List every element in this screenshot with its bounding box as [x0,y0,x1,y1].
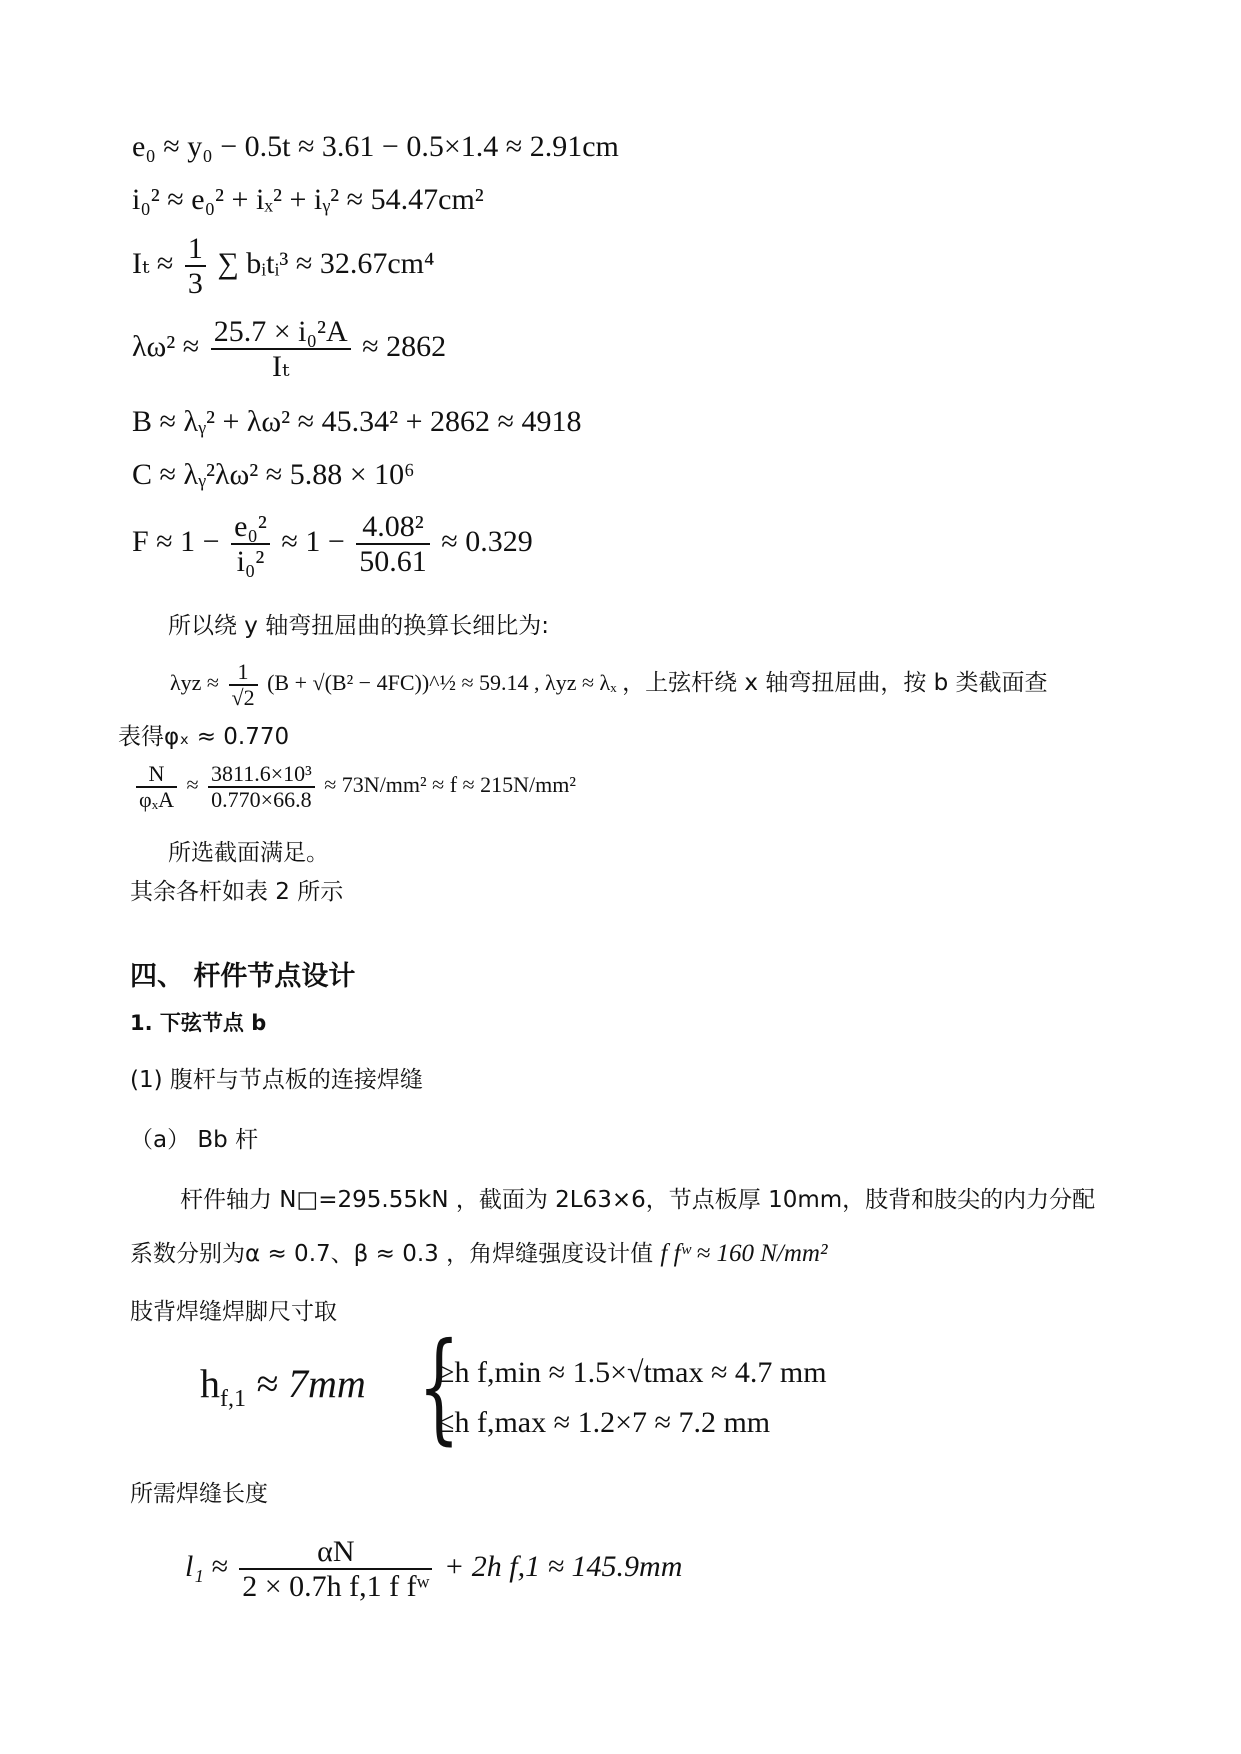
formula-hf-line-1: ≥h f,min ≈ 1.5×√tmax ≈ 4.7 mm [438,1356,827,1389]
text-paragraph-9: 肢背焊缝焊脚尺寸取 [130,1299,337,1325]
formula-b: B ≈ λᵧ² + λω² ≈ 45.34² + 2862 ≈ 4918 [132,405,582,438]
formula-it-lhs: Iₜ ≈ [132,246,174,280]
formula-f [132,510,533,578]
text-paragraph-7: 杆件轴力 N□=295.55kN ，截面为 2L63×6，节点板厚 10mm，肢背和肢尖的内力分配 [180,1187,1096,1213]
fraction-denominator: 3 [187,267,203,300]
text-paragraph-1b: ，上弦杆绕 x 轴弯扭屈曲，按 b 类截面查 [622,670,1048,697]
formula-f-mid: ≈ 1 − [281,524,345,558]
formula-stress: $\frac{N}{\text{φₓA}}$ ≈ $\frac{\text{3811.6×10³}}{0.770\times 66.8}$ ≈ 73N/mm² ≈ f ≈ 215N/mm² [132,762,576,812]
formula-lambda-omega [132,315,446,383]
text-paragraph-10: 所需焊缝长度 [130,1481,268,1507]
formula-l1-fraction [239,1535,432,1603]
formula-stress-rhs: ≈ 73N/mm² ≈ f ≈ 215N/mm² [324,772,576,798]
text-paragraph-3: 所选截面满足。 [168,840,329,866]
formula-lambda-yz [170,660,1048,710]
formula-c: C ≈ λᵧ²λω² ≈ 5.88 × 10⁶ [132,458,415,491]
formula-l1-lhs: l₁ ≈ [185,1549,228,1583]
fraction-denominator: Iₜ [272,350,290,383]
formula-lyz-rhs: (B + √(B² − 4FC))^½ ≈ 59.14 , λyz ≈ λₓ [267,670,617,696]
subsection-heading: 1. 下弦节点 b [130,1011,267,1035]
fraction-numerator: e₀² [231,510,270,545]
brace-icon: { [418,1318,460,1457]
text-paragraph-4: 其余各杆如表 2 所示 [130,879,344,905]
text-paragraph-8 [130,1240,827,1268]
text-paragraph-8b: f fʷ ≈ 160 N/mm² [660,1240,828,1267]
fraction-numerator: 4.08² [356,510,430,545]
formula-hf-subscript: f,1 [220,1386,246,1412]
text-paragraph-6: （a） Bb 杆 [130,1127,259,1153]
formula-hf-value: ≈ 7mm [256,1361,366,1406]
formula-l1-rhs: + 2h f,1 ≈ 145.9mm [443,1549,683,1583]
formula-hf-symbol: h [200,1361,220,1406]
text-paragraph-1: 所以绕 y 轴弯扭屈曲的换算长细比为: [168,613,549,639]
fraction-numerator: 1 [229,660,258,686]
formula-stress-fraction-1 [136,762,177,812]
text-paragraph-2: 表得φₓ ≈ 0.770 [118,724,290,750]
fraction-denominator: i₀² [236,545,265,578]
text-paragraph-5: (1) 腹杆与节点板的连接焊缝 [130,1067,423,1093]
formula-hf-lhs [200,1362,366,1412]
fraction-denominator: 0.770×66.8 [211,787,312,813]
formula-f-fraction-1 [231,510,270,578]
formula-it-rhs: ∑ bᵢtᵢ³ ≈ 32.67cm⁴ [217,246,435,280]
fraction-numerator: 25.7 × i₀²A [211,315,351,350]
formula-stress-fraction-2 [208,762,315,812]
formula-it [132,232,434,300]
fraction-numerator: 1 [185,232,206,267]
fraction-denominator: √2 [231,685,255,711]
formula-f-fraction-2 [356,510,430,578]
formula-f-lhs: F ≈ 1 − [132,524,220,558]
formula-lyz-lhs: λyz ≈ [170,670,220,696]
formula-lyz-fraction [229,660,258,710]
fraction-numerator: N [136,762,177,788]
text-paragraph-8a: 系数分别为α ≈ 0.7、β ≈ 0.3 ，角焊缝强度设计值 [130,1241,654,1267]
formula-lw-lhs: λω² ≈ [132,329,200,363]
fraction-denominator: φₓA [139,787,174,813]
formula-hf-line-2: ≤h f,max ≈ 1.2×7 ≈ 7.2 mm [438,1406,771,1439]
formula-i0: i₀² ≈ e₀² + iₓ² + iᵧ² ≈ 54.47cm² [132,183,484,216]
fraction-numerator: 3811.6×10³ [208,762,315,788]
formula-lw-fraction [211,315,351,383]
formula-lw-rhs: ≈ 2862 [362,329,447,363]
formula-l1 [185,1535,682,1603]
section-heading: 四、 杆件节点设计 [130,961,356,992]
formula-it-fraction [185,232,206,300]
formula-f-rhs: ≈ 0.329 [441,524,533,558]
fraction-numerator: αN [239,1535,432,1570]
formula-e0: e₀ ≈ y₀ − 0.5t ≈ 3.61 − 0.5×1.4 ≈ 2.91cm [132,130,619,163]
fraction-denominator: 50.61 [359,545,427,578]
fraction-denominator: 2 × 0.7h f,1 f fʷ [242,1570,430,1603]
